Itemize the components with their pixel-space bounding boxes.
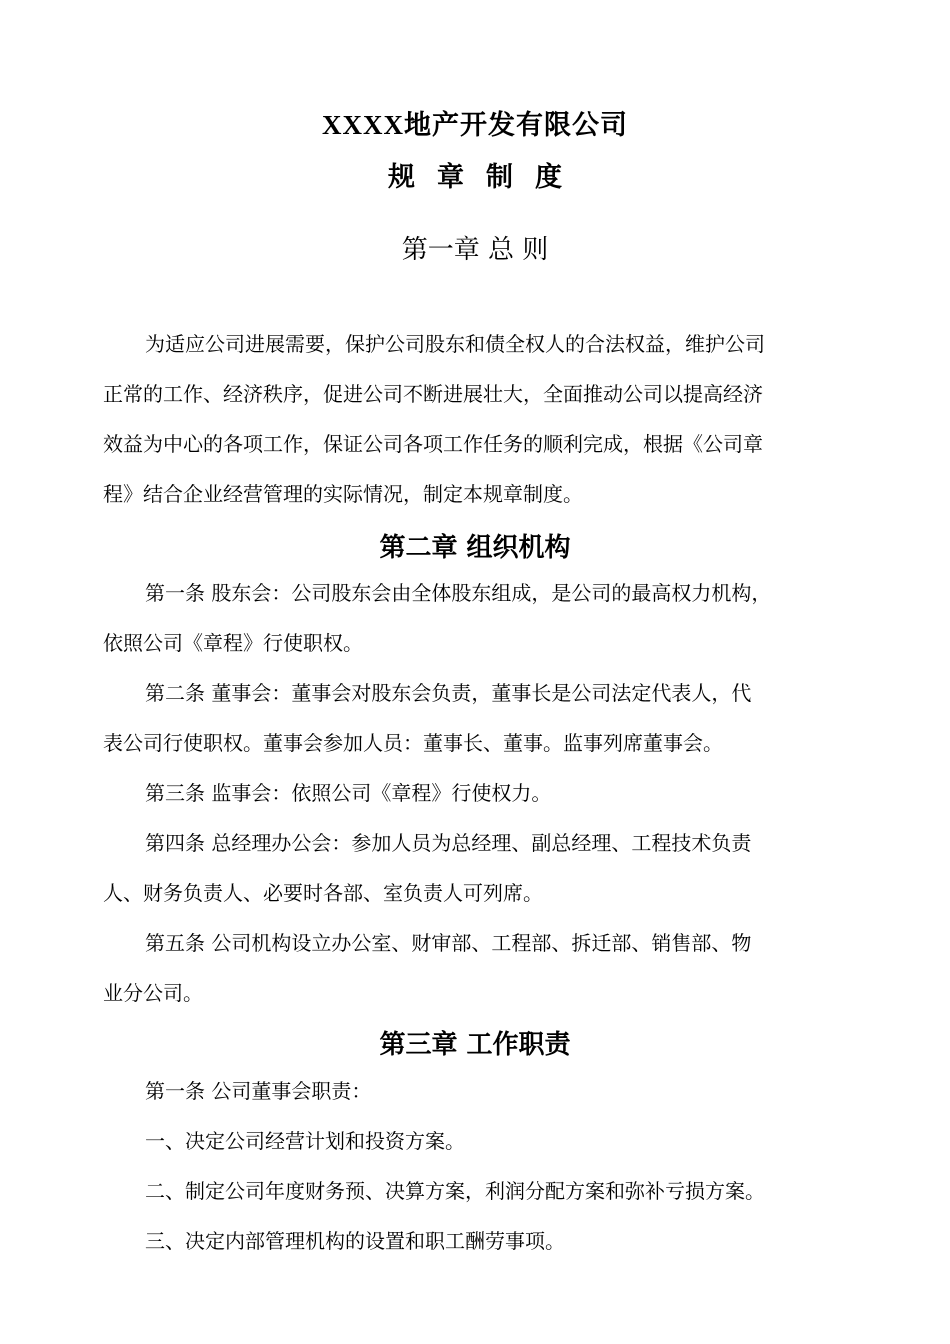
chapter-2-heading: 第二章 组织机构: [379, 533, 571, 563]
chapter-2-line: 第二条 董事会：董事会对股东会负责，董事长是公司法定代表人，代: [145, 681, 752, 705]
chapter-1-line: 效益为中心的各项工作，保证公司各项工作任务的顺利完成，根据《公司章: [103, 432, 763, 456]
chapter-2-line: 第三条 监事会：依照公司《章程》行使权力。: [145, 781, 552, 805]
chapter-2-line: 第四条 总经理办公会：参加人员为总经理、副总经理、工程技术负责: [145, 831, 752, 855]
chapter-3-line: 第一条 公司董事会职责：: [145, 1079, 372, 1103]
document-subtitle: 规章制度: [388, 162, 584, 193]
chapter-2-line: 人、财务负责人、必要时各部、室负责人可列席。: [103, 881, 543, 905]
document-title-latin: XXXX: [322, 110, 404, 140]
chapter-1-heading: 第一章 总 则: [401, 235, 549, 265]
document-title-cjk: 地产开发有限公司: [404, 110, 628, 141]
document-title: [0, 103, 950, 142]
chapter-2-line: 表公司行使职权。董事会参加人员：董事长、董事。监事列席董事会。: [103, 731, 723, 755]
chapter-3-line: 三、决定内部管理机构的设置和职工酬劳事项。: [145, 1229, 565, 1253]
chapter-2-line: 第一条 股东会：公司股东会由全体股东组成，是公司的最高权力机构，: [145, 581, 772, 605]
chapter-1-line: 为适应公司进展需要，保护公司股东和债全权人的合法权益，维护公司: [145, 332, 765, 356]
chapter-3-heading: 第三章 工作职责: [379, 1030, 571, 1060]
chapter-2-line: 依照公司《章程》行使职权。: [103, 631, 363, 655]
chapter-3-line: 二、制定公司年度财务预、决算方案，利润分配方案和弥补亏损方案。: [145, 1179, 765, 1203]
chapter-2-line: 第五条 公司机构设立办公室、财审部、工程部、拆迁部、销售部、物: [145, 931, 752, 955]
chapter-1-line: 正常的工作、经济秩序，促进公司不断进展壮大，全面推动公司以提高经济: [103, 382, 763, 406]
chapter-2-line: 业分公司。: [103, 981, 203, 1005]
chapter-3-line: 一、决定公司经营计划和投资方案。: [145, 1129, 465, 1153]
chapter-1-line: 程》结合企业经营管理的实际情况，制定本规章制度。: [103, 482, 583, 506]
